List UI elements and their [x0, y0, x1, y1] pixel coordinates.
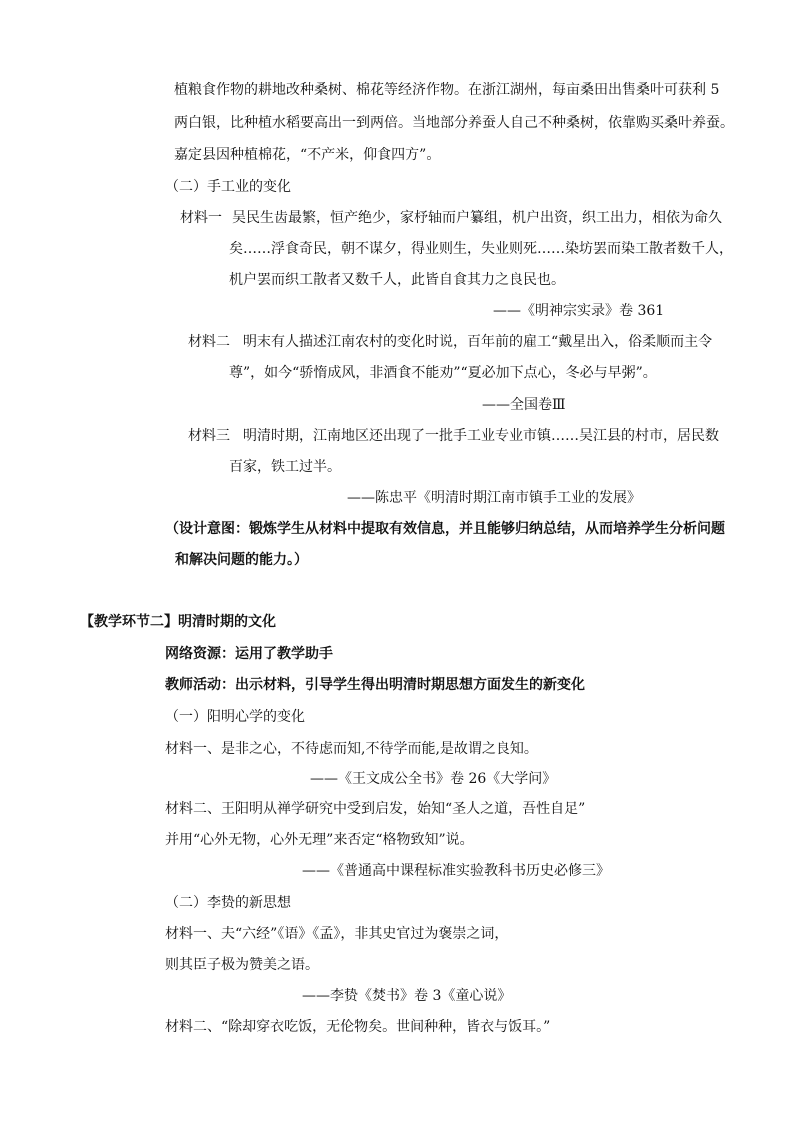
- network-resource: 网络资源：运用了教学助手: [165, 646, 333, 662]
- material-2-line-1: 明末有人描述江南农村的变化时说，百年前的雇工“戴星出入，俗柔顺而主令: [243, 334, 713, 350]
- material-3-source: ——陈忠平《明清时期江南市镇手工业的发展》: [347, 490, 641, 506]
- yangming-material-2-source: ——《普通高中课程标准实验教科书历史必修三》: [302, 863, 610, 879]
- lizhi-heading: （二）李贽的新思想: [165, 895, 291, 911]
- lizhi-material-1-line-2: 则其臣子极为赞美之语。: [165, 957, 319, 973]
- yangming-material-1: 材料一、是非之心，不待虑而知,不待学而能,是故谓之良知。: [165, 741, 538, 757]
- yangming-material-2-line-1: 材料二、王阳明从禅学研究中受到启发，始知“圣人之道，吾性自足”: [165, 801, 586, 817]
- handicraft-heading: （二）手工业的变化: [165, 179, 291, 195]
- material-3-line-2: 百家，铁工过半。: [229, 459, 341, 475]
- material-1-label: 材料一: [180, 210, 222, 226]
- design-intent-line-2: 和解决问题的能力。）: [175, 552, 308, 568]
- material-3-label: 材料三: [188, 428, 230, 444]
- yangming-material-2-line-2: 并用“心外无物，心外无理”来否定“格物致知”说。: [165, 832, 474, 848]
- intro-line-1: 植粮食作物的耕地改种桑树、棉花等经济作物。在浙江湖州，每亩桑田出售桑叶可获利 5: [174, 82, 720, 98]
- teacher-activity: 教师活动：出示材料，引导学生得出明清时期思想方面发生的新变化: [165, 677, 585, 693]
- material-2-source: ——全国卷Ⅲ: [482, 397, 566, 413]
- material-1-line-3: 机户罢而织工散者又数千人，此皆自食其力之良民也。: [229, 272, 565, 288]
- lizhi-material-2: 材料二、“除却穿衣吃饭，无伦物矣。世间种种，皆衣与饭耳。”: [165, 1019, 551, 1035]
- material-2-line-2: 尊”，如今“骄惰成风，非酒食不能劝”“夏必加下点心，冬必与早粥”。: [229, 365, 657, 381]
- lizhi-material-1-source: ——李贽《焚书》卷 3《童心说》: [302, 988, 512, 1004]
- teaching-section-heading: 【教学环节二】明清时期的文化: [80, 614, 276, 630]
- material-2-label: 材料二: [188, 334, 230, 350]
- intro-line-2: 两白银，比种植水稻要高出一到两倍。当地部分养蚕人自己不种桑树，依靠购买桑叶养蚕。: [174, 115, 734, 131]
- material-1-line-2: 矣……浮食奇民，朝不谋夕，得业则生，失业则死……染坊罢而染工散者数千人，: [229, 241, 733, 257]
- yangming-material-1-source: ——《王文成公全书》卷 26《大学问》: [310, 771, 557, 787]
- lizhi-material-1-line-1: 材料一、夫“六经”《语》《孟》，非其史官过为褒崇之词，: [165, 926, 509, 942]
- material-1-line-1: 吴民生齿最繁，恒产绝少，家杼轴而户纂组，机户出资，织工出力，相依为命久: [232, 210, 722, 226]
- design-intent-line-1: （设计意图：锻炼学生从材料中提取有效信息，并且能够归纳总结，从而培养学生分析问题: [165, 521, 725, 537]
- material-3-line-1: 明清时期，江南地区还出现了一批手工业专业市镇……吴江县的村市，居民数: [243, 428, 719, 444]
- material-1-source: ——《明神宗实录》卷 361: [493, 303, 665, 319]
- intro-line-3: 嘉定县因种植棉花，“不产米，仰食四方”。: [174, 147, 441, 163]
- yangming-heading: （一）阳明心学的变化: [165, 709, 305, 725]
